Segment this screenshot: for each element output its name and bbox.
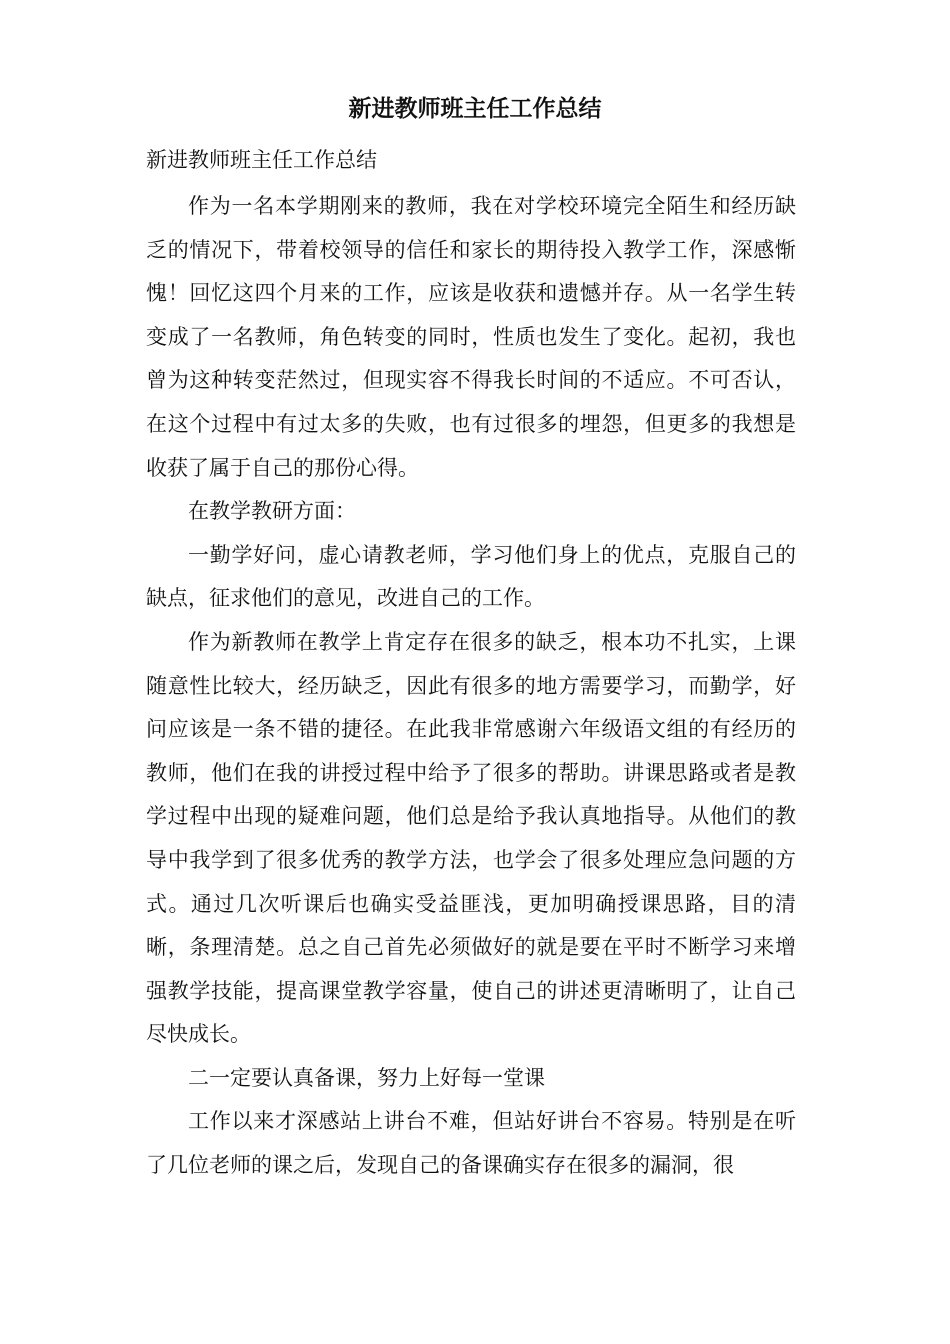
document-body (146, 185, 796, 1188)
paragraph: 工作以来才深感站上讲台不难，但站好讲台不容易。特别是在听了几位老师的课之后，发现自己的备课确实存在很多的漏洞，很 (146, 1109, 796, 1178)
paragraph: 二一定要认真备课，努力上好每一堂课 (188, 1065, 545, 1090)
document-title: 新进教师班主任工作总结 (348, 95, 602, 122)
paragraph: 在教学教研方面： (188, 499, 356, 524)
paragraph: 作为一名本学期刚来的教师，我在对学校环境完全陌生和经历缺乏的情况下，带着校领导的信任和家长的期待投入教学工作，深感惭愧！回忆这四个月来的工作，应该是收获和遗憾并存。从一名学生转变成了一名教师，角色转变的同时，性质也发生了变化。起初，我也曾为这种转变茫然过，但现实容不得我长时间的不适应。不可否认，在这个过程中有过太多的失败，也有过很多的埋怨，但更多的我想是收获了属于自己的那份心得。 (146, 194, 796, 480)
paragraph: 作为新教师在教学上肯定存在很多的缺乏，根本功不扎实，上课随意性比较大，经历缺乏，因此有很多的地方需要学习，而勤学，好问应该是一条不错的捷径。在此我非常感谢六年级语文组的有经历的教师，他们在我的讲授过程中给予了很多的帮助。讲课思路或者是教学过程中出现的疑难问题，他们总是给予我认真地指导。从他们的教导中我学到了很多优秀的教学方法，也学会了很多处理应急问题的方式。通过几次听课后也确实受益匪浅，更加明确授课思路，目的清晰，条理清楚。总之自己首先必须做好的就是要在平时不断学习来增强教学技能，提高课堂教学容量，使自己的讲述更清晰明了，让自己尽快成长。 (146, 629, 796, 1047)
document-subtitle: 新进教师班主任工作总结 (146, 148, 377, 172)
paragraph: 一勤学好问，虚心请教老师，学习他们身上的优点，克服自己的缺点，征求他们的意见，改进自己的工作。 (146, 542, 796, 611)
